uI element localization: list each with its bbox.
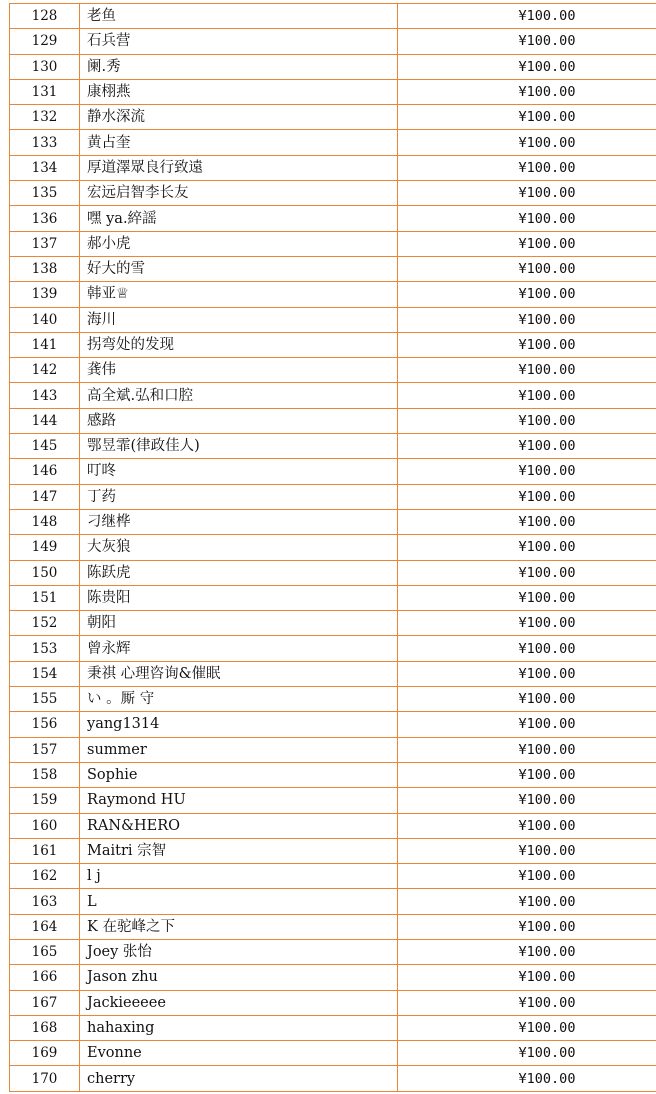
row-number: 147 [10,484,80,509]
donor-name: Sophie [80,762,398,787]
row-number: 165 [10,939,80,964]
donation-amount: ¥100.00 [398,636,656,661]
donor-name: 海川 [80,307,398,332]
donor-name: yang1314 [80,712,398,737]
donor-name: 陈贵阳 [80,585,398,610]
row-number: 129 [10,29,80,54]
table-row [10,1041,656,1066]
row-number: 170 [10,1066,80,1091]
donor-list-page [9,3,649,1092]
row-number: 163 [10,889,80,914]
table-row [10,484,656,509]
donor-name: L [80,889,398,914]
table-row [10,636,656,661]
donation-amount: ¥100.00 [398,535,656,560]
table-row [10,54,656,79]
row-number: 134 [10,155,80,180]
donor-name: 静水深流 [80,105,398,130]
table-row [10,282,656,307]
row-number: 145 [10,434,80,459]
donation-amount: ¥100.00 [398,256,656,281]
donation-amount: ¥100.00 [398,155,656,180]
donation-amount: ¥100.00 [398,1066,656,1091]
donation-amount: ¥100.00 [398,889,656,914]
row-number: 146 [10,459,80,484]
donation-amount: ¥100.00 [398,282,656,307]
donor-name: RAN&HERO [80,813,398,838]
row-number: 135 [10,181,80,206]
donor-name: Jason zhu [80,965,398,990]
donor-table-body [10,4,656,1092]
row-number: 161 [10,838,80,863]
table-row [10,1066,656,1091]
table-row [10,130,656,155]
row-number: 153 [10,636,80,661]
donation-amount: ¥100.00 [398,130,656,155]
donor-name: 大灰狼 [80,535,398,560]
row-number: 157 [10,737,80,762]
donor-name: 好大的雪 [80,256,398,281]
table-row [10,560,656,585]
donor-name: Joey 张怡 [80,939,398,964]
donation-amount: ¥100.00 [398,54,656,79]
table-row [10,231,656,256]
row-number: 164 [10,914,80,939]
donation-amount: ¥100.00 [398,914,656,939]
table-row [10,155,656,180]
donor-name: 厚道澤眾良行致遠 [80,155,398,180]
table-row [10,712,656,737]
table-row [10,4,656,29]
table-row [10,509,656,534]
row-number: 131 [10,79,80,104]
row-number: 141 [10,332,80,357]
donor-name: 宏远启智李长友 [80,181,398,206]
table-row [10,383,656,408]
donation-amount: ¥100.00 [398,661,656,686]
table-row [10,813,656,838]
table-row [10,434,656,459]
row-number: 169 [10,1041,80,1066]
donor-name: 秉祺 心理咨询&催眠 [80,661,398,686]
donation-amount: ¥100.00 [398,332,656,357]
table-row [10,838,656,863]
row-number: 159 [10,788,80,813]
table-row [10,889,656,914]
donation-amount: ¥100.00 [398,4,656,29]
row-number: 128 [10,4,80,29]
donation-amount: ¥100.00 [398,383,656,408]
donation-amount: ¥100.00 [398,231,656,256]
table-row [10,611,656,636]
table-row [10,307,656,332]
donation-amount: ¥100.00 [398,762,656,787]
table-row [10,687,656,712]
row-number: 150 [10,560,80,585]
table-row [10,181,656,206]
donation-amount: ¥100.00 [398,939,656,964]
table-row [10,737,656,762]
table-row [10,105,656,130]
donor-name: 黄占奎 [80,130,398,155]
donation-amount: ¥100.00 [398,307,656,332]
donor-name: Maitri 宗智 [80,838,398,863]
donation-amount: ¥100.00 [398,29,656,54]
row-number: 142 [10,358,80,383]
donation-amount: ¥100.00 [398,813,656,838]
donor-name: 叮咚 [80,459,398,484]
row-number: 154 [10,661,80,686]
donation-amount: ¥100.00 [398,206,656,231]
table-row [10,661,656,686]
row-number: 149 [10,535,80,560]
table-row [10,788,656,813]
table-row [10,29,656,54]
table-row [10,79,656,104]
donation-amount: ¥100.00 [398,484,656,509]
donor-name: summer [80,737,398,762]
donor-name: 拐弯处的发现 [80,332,398,357]
table-row [10,408,656,433]
donation-amount: ¥100.00 [398,459,656,484]
donor-name: 郝小虎 [80,231,398,256]
row-number: 168 [10,1015,80,1040]
row-number: 162 [10,864,80,889]
donation-amount: ¥100.00 [398,990,656,1015]
table-row [10,585,656,610]
donation-amount: ¥100.00 [398,509,656,534]
donation-amount: ¥100.00 [398,965,656,990]
table-row [10,332,656,357]
donation-amount: ¥100.00 [398,687,656,712]
donor-name: cherry [80,1066,398,1091]
row-number: 156 [10,712,80,737]
donation-amount: ¥100.00 [398,105,656,130]
donor-name: 老鱼 [80,4,398,29]
donor-name: l j [80,864,398,889]
donation-amount: ¥100.00 [398,838,656,863]
table-row [10,535,656,560]
donor-name: 曾永辉 [80,636,398,661]
donor-name: 朝阳 [80,611,398,636]
table-row [10,256,656,281]
row-number: 136 [10,206,80,231]
donor-name: 感路 [80,408,398,433]
row-number: 167 [10,990,80,1015]
row-number: 160 [10,813,80,838]
table-row [10,864,656,889]
donor-name: 刁继桦 [80,509,398,534]
donation-amount: ¥100.00 [398,408,656,433]
table-row [10,762,656,787]
row-number: 139 [10,282,80,307]
donation-amount: ¥100.00 [398,434,656,459]
donor-name: 石兵营 [80,29,398,54]
donor-name: Evonne [80,1041,398,1066]
table-row [10,459,656,484]
row-number: 151 [10,585,80,610]
row-number: 138 [10,256,80,281]
row-number: 158 [10,762,80,787]
donor-name: 康栩燕 [80,79,398,104]
donor-name: Jackieeeee [80,990,398,1015]
donation-amount: ¥100.00 [398,788,656,813]
donor-name: 陈跃虎 [80,560,398,585]
donation-amount: ¥100.00 [398,864,656,889]
donor-name: 龚伟 [80,358,398,383]
row-number: 143 [10,383,80,408]
donation-amount: ¥100.00 [398,585,656,610]
donor-name: 嘿 ya.綷謡 [80,206,398,231]
donor-table [9,3,656,1092]
row-number: 132 [10,105,80,130]
row-number: 152 [10,611,80,636]
table-row [10,1015,656,1040]
donation-amount: ¥100.00 [398,1015,656,1040]
donation-amount: ¥100.00 [398,611,656,636]
donor-name: 鄂昱霏(律政佳人) [80,434,398,459]
row-number: 140 [10,307,80,332]
donation-amount: ¥100.00 [398,181,656,206]
donation-amount: ¥100.00 [398,1041,656,1066]
row-number: 144 [10,408,80,433]
donor-name: 丁药 [80,484,398,509]
donor-name: 阑.秀 [80,54,398,79]
row-number: 137 [10,231,80,256]
row-number: 155 [10,687,80,712]
donor-name: Raymond HU [80,788,398,813]
table-row [10,939,656,964]
row-number: 130 [10,54,80,79]
donation-amount: ¥100.00 [398,737,656,762]
row-number: 133 [10,130,80,155]
row-number: 148 [10,509,80,534]
table-row [10,990,656,1015]
donor-name: 高全斌.弘和口腔 [80,383,398,408]
table-row [10,358,656,383]
donation-amount: ¥100.00 [398,79,656,104]
table-row [10,914,656,939]
row-number: 166 [10,965,80,990]
donation-amount: ¥100.00 [398,358,656,383]
donor-name: K 在驼峰之下 [80,914,398,939]
donor-name: い 。厮 守 [80,687,398,712]
donor-name: hahaxing [80,1015,398,1040]
table-row [10,965,656,990]
table-row [10,206,656,231]
donation-amount: ¥100.00 [398,560,656,585]
donation-amount: ¥100.00 [398,712,656,737]
donor-name: 韩亚♕ [80,282,398,307]
